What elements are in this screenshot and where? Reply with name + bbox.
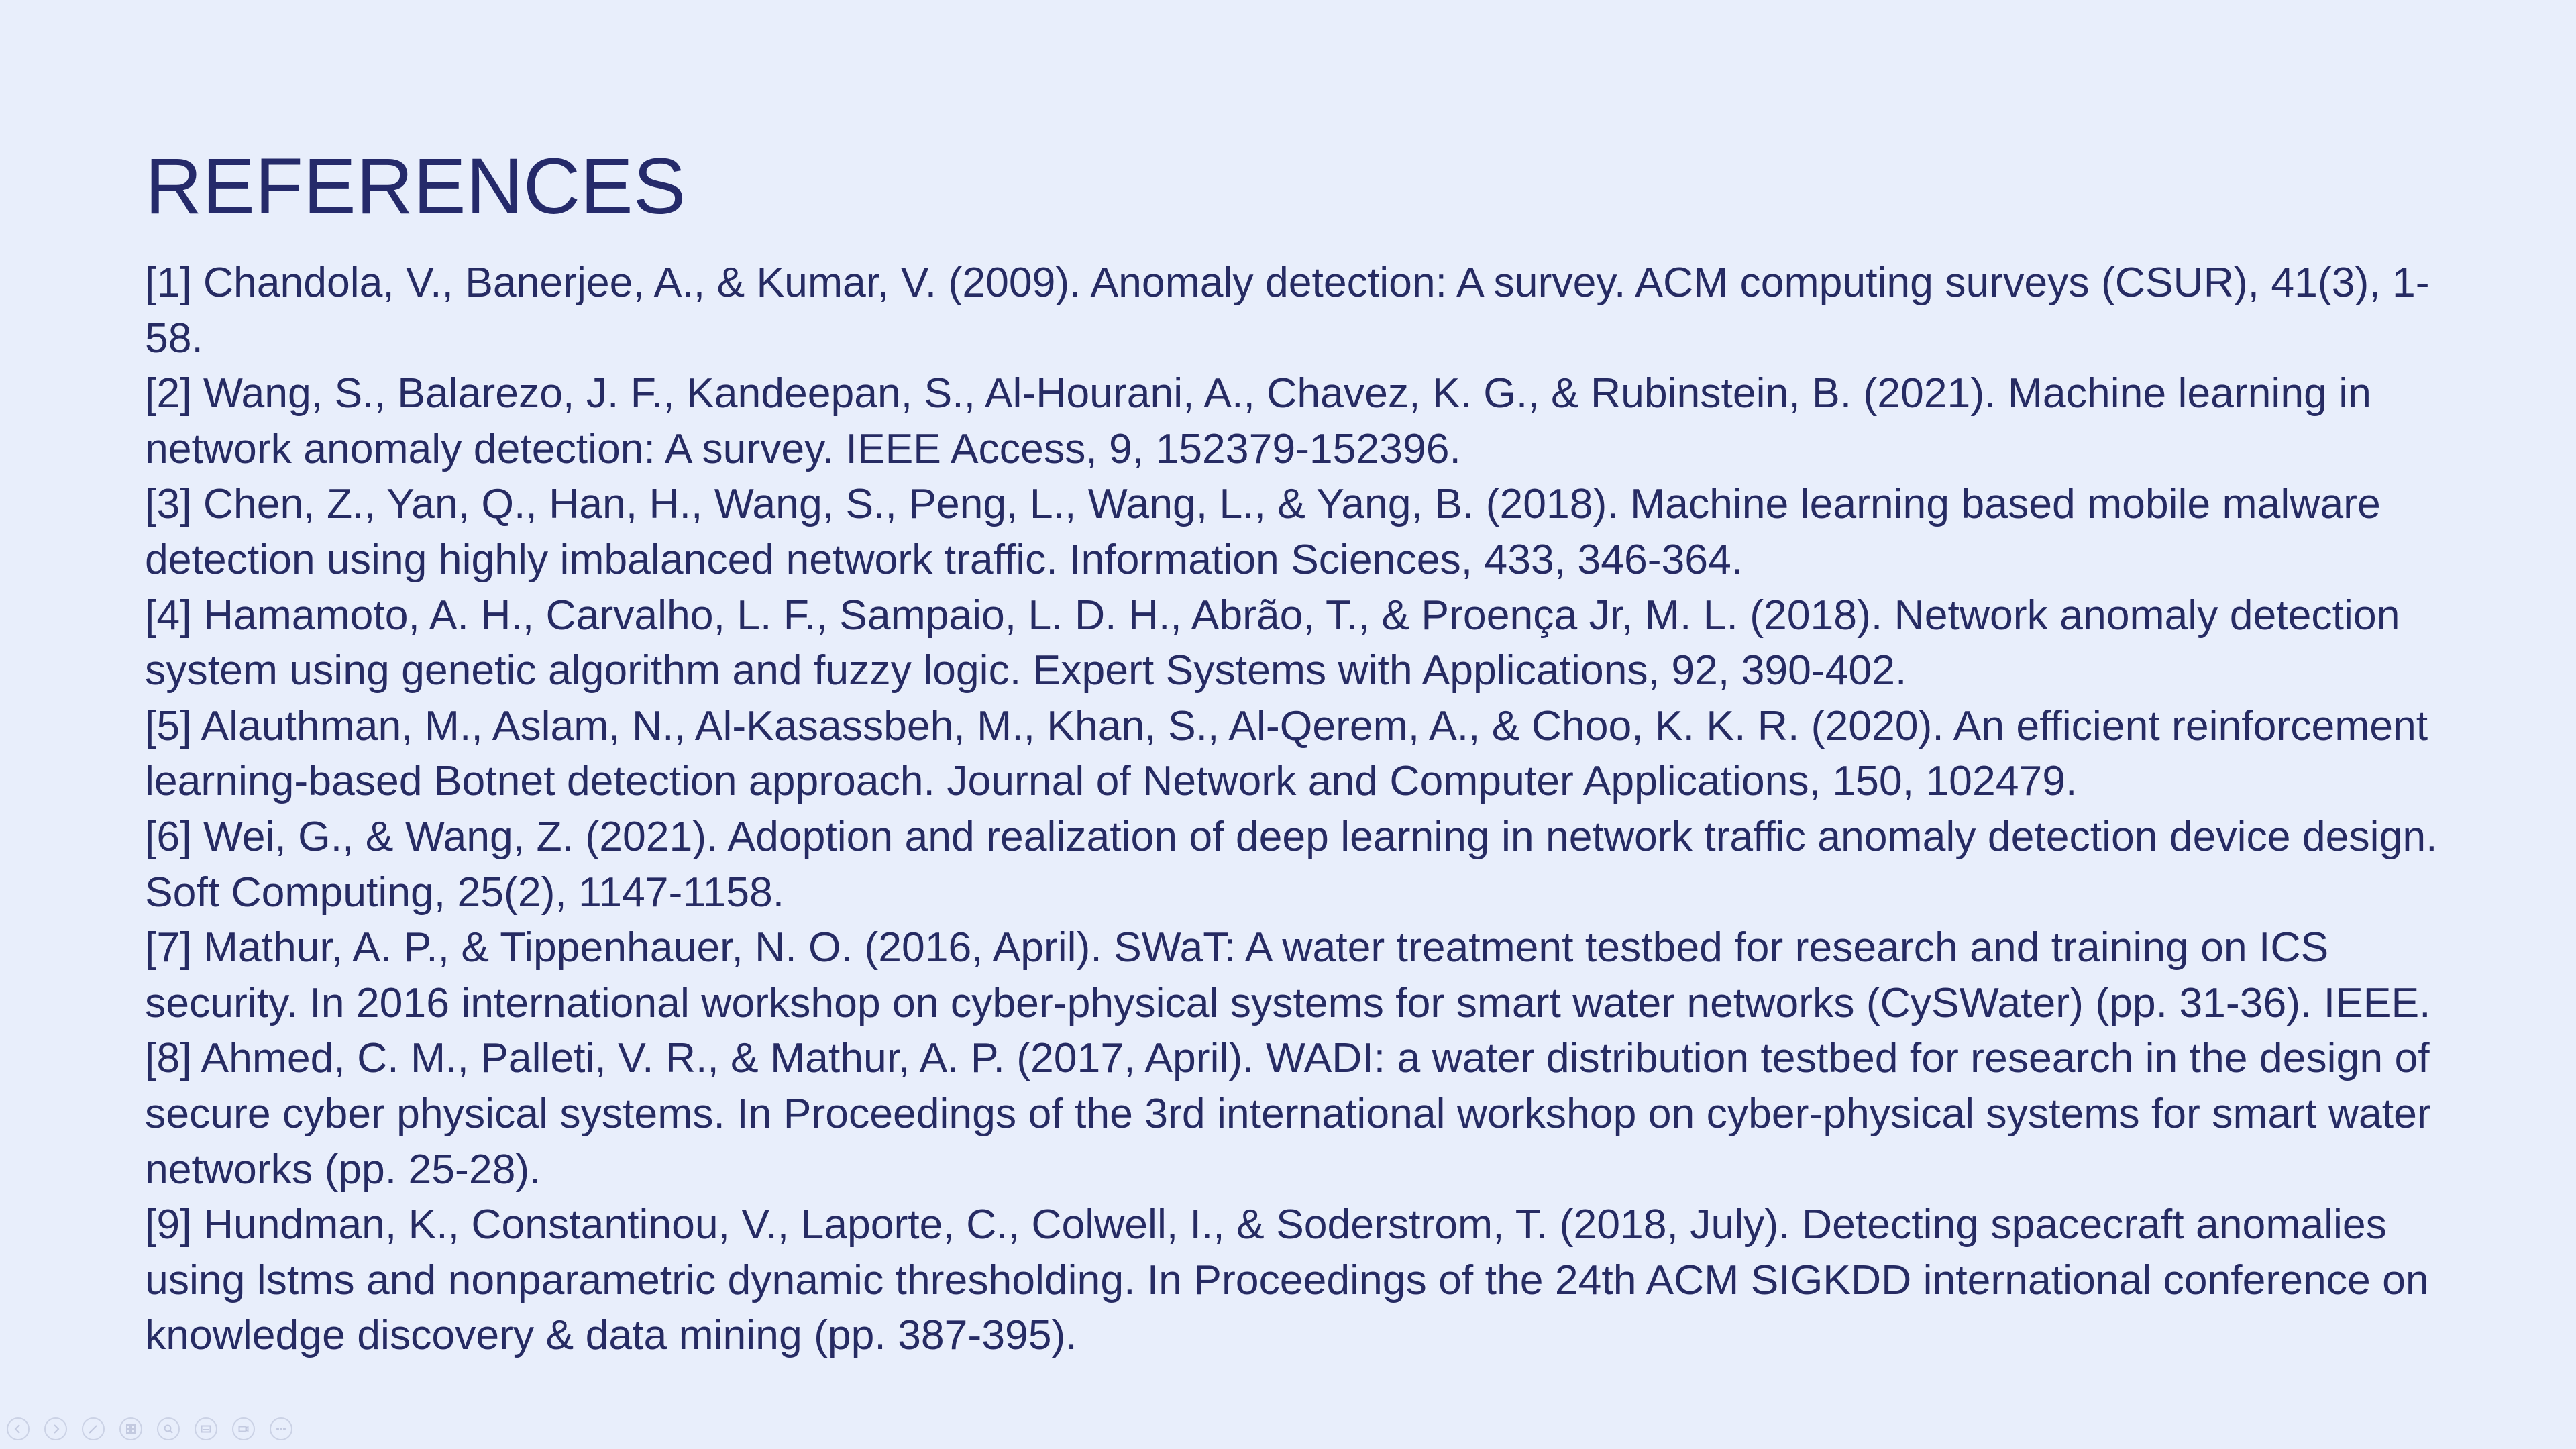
reference-item: [2] Wang, S., Balarezo, J. F., Kandeepan, S., Al-Hourani, A., Chavez, K. G., & Rubinstein, B. (2021). Machine learning in network anomaly detection: A survey. IEEE Access, 9, 152379-152396. xyxy=(145,370,2371,472)
reference-item: [9] Hundman, K., Constantinou, V., Laporte, C., Colwell, I., & Soderstrom, T. (2018, July). Detecting spacecraft anomalies using lstms and nonparametric dynamic thresholding. In Proceedings of the 24th ACM SIGKDD international conference on knowledge discovery & data mining (pp. 387-395). xyxy=(145,1201,2429,1359)
reference-item: [3] Chen, Z., Yan, Q., Han, H., Wang, S., Peng, L., Wang, L., & Yang, B. (2018). Machine learning based mobile malware detection using highly imbalanced network traffic. Information Sciences, 433, 346-364. xyxy=(145,480,2381,583)
more-options-icon[interactable] xyxy=(270,1417,292,1440)
reference-item: [7] Mathur, A. P., & Tippenhauer, N. O. (2016, April). SWaT: A water treatment testbed for research and training on ICS security. In 2016 international workshop on cyber-physical systems for smart water networks (CySWater) (pp. 31-36). IEEE. xyxy=(145,924,2431,1026)
next-slide-icon[interactable] xyxy=(44,1417,67,1440)
previous-slide-icon[interactable] xyxy=(7,1417,30,1440)
reference-item: [5] Alauthman, M., Aslam, N., Al-Kasassbeh, M., Khan, S., Al-Qerem, A., & Choo, K. K. R. (2020). An efficient reinforcement learning-based Botnet detection approach. Journal of Network and Computer Applications, 150, 102479. xyxy=(145,702,2428,805)
subtitles-icon[interactable] xyxy=(195,1417,217,1440)
reference-item: [6] Wei, G., & Wang, Z. (2021). Adoption and realization of deep learning in network traffic anomaly detection device design. Soft Computing, 25(2), 1147-1158. xyxy=(145,812,2438,916)
reference-item: [1] Chandola, V., Banerjee, A., & Kumar, V. (2009). Anomaly detection: A survey. ACM computing surveys (CSUR), 41(3), 1-58. xyxy=(145,259,2430,362)
pen-icon[interactable] xyxy=(82,1417,105,1440)
reference-item: [4] Hamamoto, A. H., Carvalho, L. F., Sampaio, L. D. H., Abrão, T., & Proença Jr, M. L. (2018). Network anomaly detection system using genetic algorithm and fuzzy logic. Expert Systems with Applications, 92, 390-402. xyxy=(145,591,2400,694)
reference-list xyxy=(145,255,2466,1363)
zoom-icon[interactable] xyxy=(157,1417,180,1440)
camera-icon[interactable] xyxy=(232,1417,255,1440)
slide-title: REFERENCES xyxy=(145,142,686,231)
all-slides-icon[interactable] xyxy=(119,1417,142,1440)
reference-item: [8] Ahmed, C. M., Palleti, V. R., & Mathur, A. P. (2017, April). WADI: a water distribution testbed for research in the design of secure cyber physical systems. In Proceedings of the 3rd international workshop on cyber-physical systems for smart water networks (pp. 25-28). xyxy=(145,1034,2431,1193)
slideshow-toolbar xyxy=(7,1417,292,1441)
